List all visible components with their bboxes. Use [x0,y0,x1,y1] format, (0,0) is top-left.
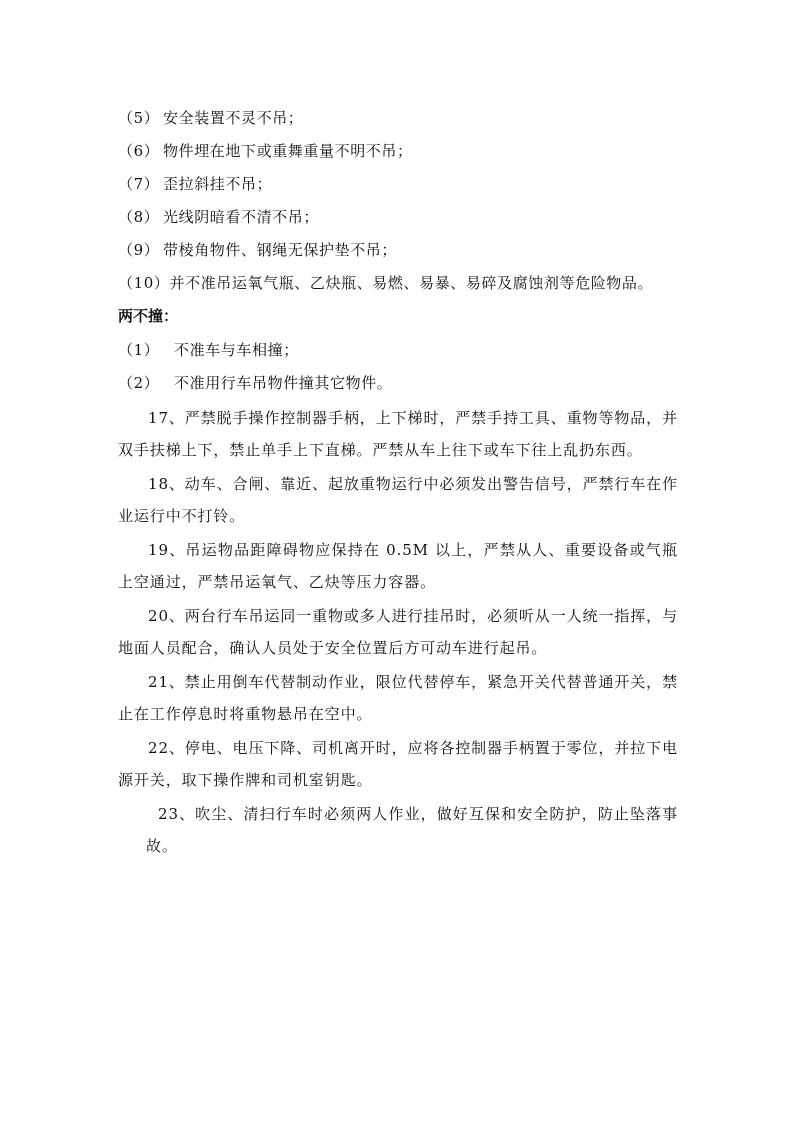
paragraph-20: 20、两台行车吊运同一重物或多人进行挂吊时，必须听从一人统一指挥，与地面人员配合，确认人员处于安全位置后方可动车进行起吊。 [118,607,678,657]
list-item-text: 不准车与车相撞； [174,341,299,359]
list-item-9 [118,240,397,260]
paragraph-19: 19、吊运物品距障碍物应保持在 0.5M 以上，严禁从人、重要设备或气瓶上空通过，严禁吊运氧气、乙炔等压力容器。 [118,541,678,591]
list-item-text: 光线阴暗看不清不吊； [163,208,320,226]
list-item-b1 [118,340,299,360]
list-item-8 [118,207,319,227]
list-item-7 [118,174,272,194]
list-item-number: （6） [118,142,160,160]
list-item-text: 不准用行车吊物件撞其它物件。 [174,374,393,392]
paragraph-23: 23、吹尘、清扫行车时必须两人作业，做好互保和安全防护，防止坠落事故。 [146,805,678,855]
list-item-6 [118,141,413,161]
list-item-number: （10） [118,274,170,292]
list-item-5 [118,108,303,128]
paragraph-22: 22、停电、电压下降、司机离开时，应将各控制器手柄置于零位，并拉下电源开关，取下操作牌和司机室钥匙。 [118,739,678,789]
list-item-text: 物件埋在地下或重舞重量不明不吊； [163,142,413,160]
list-item-number: （5） [118,109,160,127]
list-item-text: 并不准吊运氧气瓶、乙炔瓶、易燃、易暴、易碎及腐蚀剂等危险物品。 [169,274,654,292]
list-item-number: （2） [118,374,160,392]
list-item-text: 带棱角物件、钢绳无保护垫不吊； [163,241,398,259]
paragraph-17: 17、严禁脱手操作控制器手柄，上下梯时，严禁手持工具、重物等物品，并双手扶梯上下，禁止单手上下直梯。严禁从车上往下或车下往上乱扔东西。 [118,409,678,459]
list-item-number: （8） [118,208,160,226]
paragraph-18: 18、动车、合闸、靠近、起放重物运行中必须发出警告信号，严禁行车在作业运行中不打铃。 [118,475,678,525]
list-item-10 [118,273,653,293]
list-item-b2 [118,373,392,393]
list-item-number: （7） [118,175,160,193]
list-item-text: 安全装置不灵不吊； [163,109,304,127]
paragraph-21: 21、禁止用倒车代替制动作业，限位代替停车，紧急开关代替普通开关，禁止在工作停息时将重物悬吊在空中。 [118,673,678,723]
section-heading: 两不撞： [118,307,179,325]
list-item-number: （1） [118,341,160,359]
list-item-number: （9） [118,241,160,259]
list-item-text: 歪拉斜挂不吊； [163,175,273,193]
